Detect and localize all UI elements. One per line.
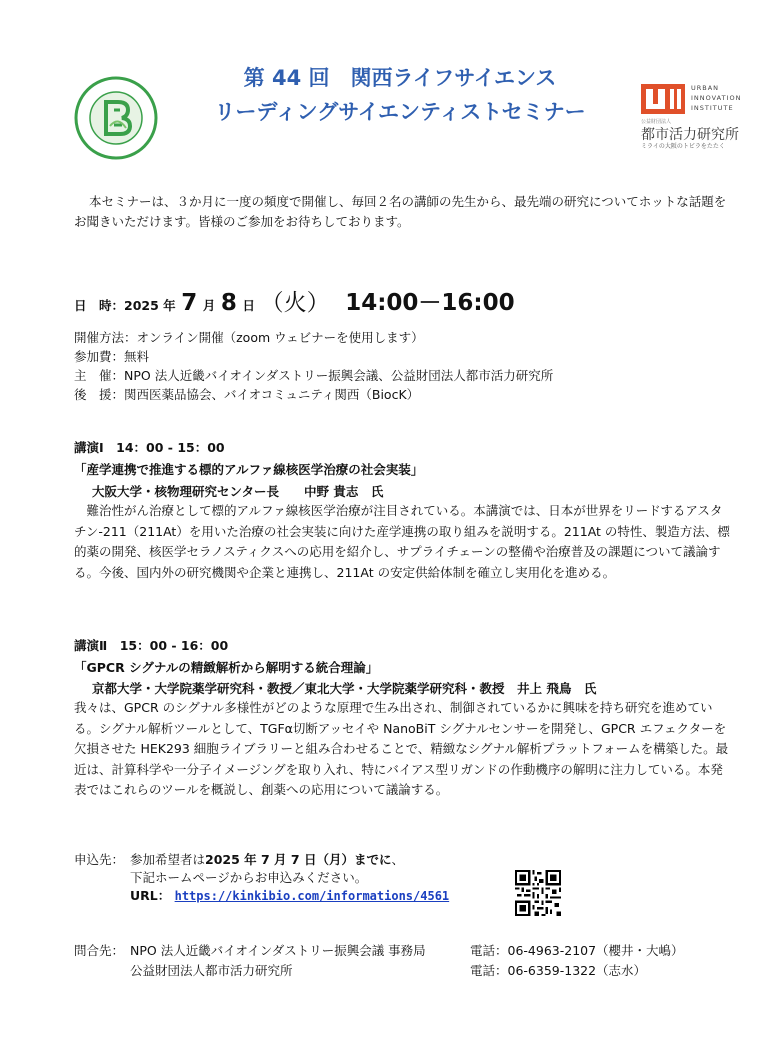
urban-innovation-institute-logo	[641, 84, 771, 150]
info-method: 開催方法：オンライン開催（zoom ウェビナーを使用します）	[74, 330, 424, 345]
contact-label: 問合先：	[74, 943, 125, 958]
apply-url-link[interactable]: https://kinkibio.com/informations/4561	[174, 889, 450, 903]
apply-deadline	[130, 850, 404, 868]
date-day: 8	[220, 290, 237, 316]
date-month: 7	[181, 290, 198, 316]
lecture2-abstract: 我々は、GPCR のシグナル多様性がどのような原理で生み出され、制御されているかに興味を持ち研究を進めている。シグナル解析ツールとして、TGFα切断アッセイや NanoBiT シグナルセンサーを開発し、GPCR エフェクターを欠損させた HEK293 細胞ライブラリーと組み合わせることで、精緻なシグナル解析プラットフォームを構築した。最近は、計算科学や一分子イメージングを取り入れ、特にバイアス型リガンドの作動機序の解明に注力している。本発表ではこれらのツールを概説し、創薬への応用について議論する。	[74, 700, 729, 797]
seminar-title-line1: 第 44 回 関西ライフサイエンス	[243, 66, 557, 90]
contact-org1: NPO 法人近畿バイオインダストリー振興会議 事務局	[130, 943, 426, 958]
apply-label: 申込先：	[74, 852, 125, 867]
info-organizer: 主 催：NPO 法人近畿バイオインダストリー振興会議、公益財団法人都市活力研究所	[74, 368, 554, 383]
info-fee: 参加費：無料	[74, 349, 150, 364]
date-time: 14:00－16:00	[345, 290, 515, 316]
apply-deadline-date: 2025 年 7 月 7 日（月）までに	[205, 852, 392, 867]
kinki-bio-logo	[74, 76, 158, 160]
uii-line1: URBAN	[691, 84, 720, 92]
info-supporter: 後 援：関西医薬品協会、バイオコミュニティ関西（BiocK）	[74, 387, 420, 402]
contact-tel1: 電話：06-4963-2107（櫻井・大嶋）	[470, 943, 684, 958]
uii-line2: INNOVATION	[691, 94, 742, 102]
url-label: URL：	[130, 888, 171, 903]
apply-url-line	[130, 886, 449, 904]
apply-deadline-pre: 参加希望者は	[130, 852, 206, 867]
contact-tel2: 電話：06-6359-1322（志水）	[470, 963, 647, 978]
uii-small-label: 公益財団法人	[641, 119, 672, 125]
date-weekday: （火）	[260, 290, 330, 316]
lecture1-title: 「産学連携で推進する標的アルファ線核医学治療の社会実装」	[74, 462, 424, 477]
date-month-unit: 月	[202, 298, 216, 313]
apply-instruction: 下記ホームページからお申込みください。	[130, 870, 368, 885]
date-day-unit: 日	[242, 298, 256, 313]
lecture2-heading: 講演Ⅱ 15：00 - 16：00	[74, 638, 229, 653]
date-label: 日 時：2025 年	[74, 298, 176, 313]
uii-tagline: ミライの大阪のトビラをたたく	[641, 143, 725, 150]
uii-mark-icon	[641, 84, 685, 114]
contact-org2: 公益財団法人都市活力研究所	[130, 963, 293, 978]
apply-deadline-post: 、	[391, 852, 404, 867]
lecture2-title: 「GPCR シグナルの精緻解析から解明する統合理論」	[74, 660, 379, 675]
lecture1-abstract: 難治性がん治療として標的アルファ線核医学治療が注目されている。本講演では、日本が世界をリードするアスタチン-211（211At）を用いた治療の社会実装に向けた産学連携の取り組みを説明する。211At の特性、製造方法、標的薬の開発、核医学セラノスティクスへの応用を紹介し、サプライチェーンの整備や治療普及の課題について議論する。今後、国内外の研究機関や企業と連携し、211At の安定供給体制を確立し実用化を進める。	[74, 503, 730, 580]
qr-code-icon[interactable]	[515, 870, 561, 916]
event-date	[74, 284, 515, 317]
intro-paragraph: 本セミナーは、３か月に一度の頻度で開催し、毎回２名の講師の先生から、最先端の研究についてホットな話題をお聞きいただけます。皆様のご参加をお待ちしております。	[74, 194, 727, 229]
lecture2-speaker: 京都大学・大学院薬学研究科・教授／東北大学・大学院薬学研究科・教授 井上 飛鳥 氏	[92, 681, 597, 696]
uii-name: 都市活力研究所	[641, 127, 739, 143]
uii-line3: INSTITUTE	[691, 104, 734, 112]
seminar-title-line2: リーディングサイエンティストセミナー	[214, 100, 586, 124]
lecture1-speaker: 大阪大学・核物理研究センター長 中野 貴志 氏	[92, 484, 384, 499]
lecture1-heading: 講演Ⅰ 14：00 - 15：00	[74, 440, 225, 455]
